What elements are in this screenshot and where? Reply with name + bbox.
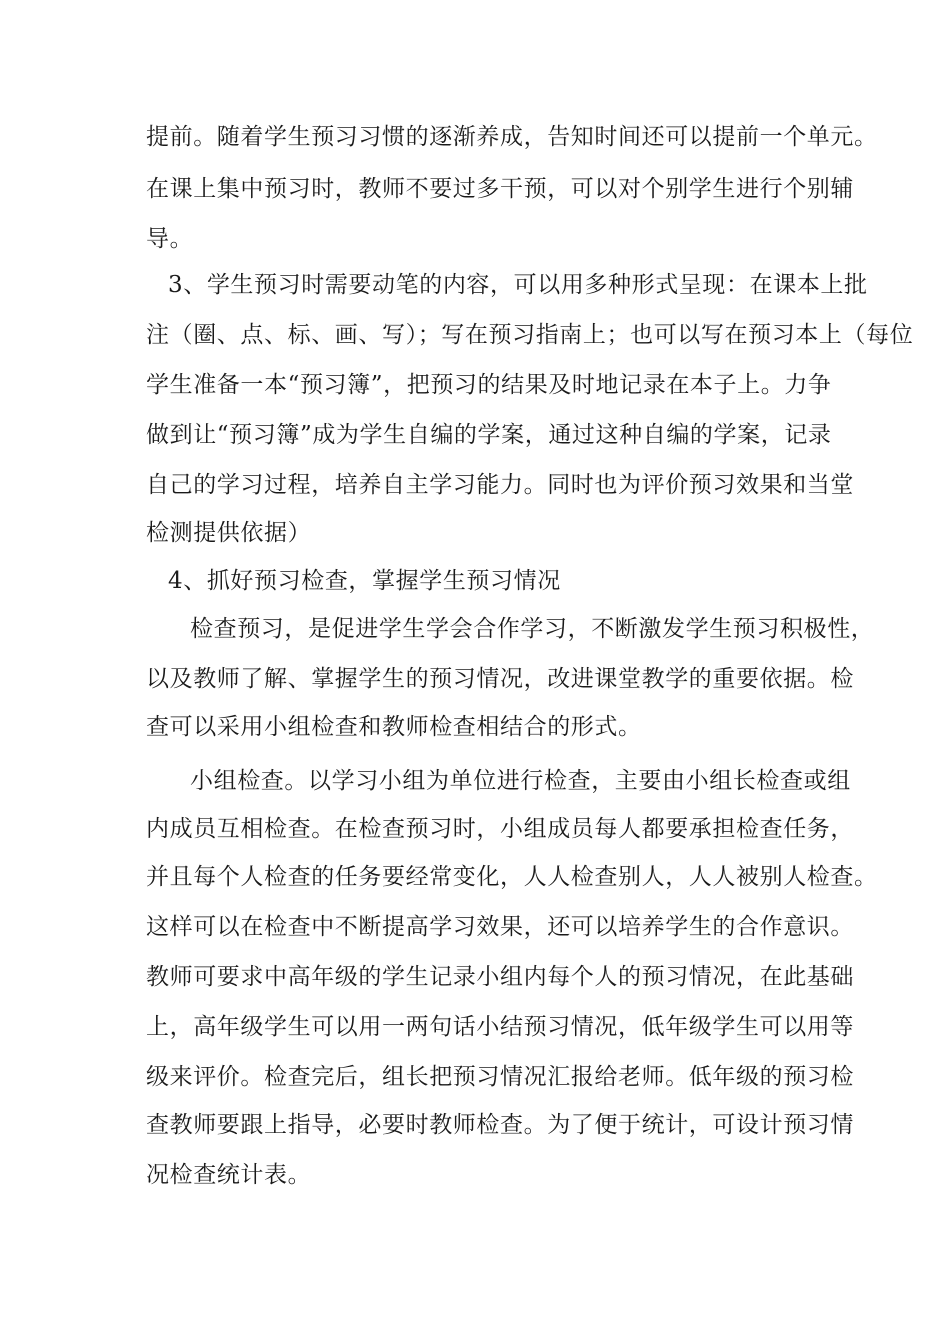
text-line: 查教师要跟上指导，必要时教师检查。为了便于统计，可设计预习情 xyxy=(146,1112,854,1138)
text-line: 并且每个人检查的任务要经常变化，人人检查别人，人人被别人检查。 xyxy=(146,864,878,890)
text-line: 内成员互相检查。在检查预习时，小组成员每人都要承担检查任务， xyxy=(146,816,854,842)
text-line: 注（圈、点、标、画、写）；写在预习指南上；也可以写在预习本上（每位 xyxy=(146,322,914,348)
text-line: 检测提供依据） xyxy=(146,520,312,546)
numbered-item-4: 4、抓好预习检查，掌握学生预习情况 xyxy=(168,568,561,594)
paragraph-start: 小组检查。以学习小组为单位进行检查，主要由小组长检查或组 xyxy=(190,768,851,794)
text-line: 自己的学习过程，培养自主学习能力。同时也为评价预习效果和当堂 xyxy=(146,472,854,498)
text-line: 导。 xyxy=(146,226,194,252)
text-line: 提前。随着学生预习习惯的逐渐养成，告知时间还可以提前一个单元。 xyxy=(146,124,878,150)
text-line: 这样可以在检查中不断提高学习效果，还可以培养学生的合作意识。 xyxy=(146,914,854,940)
text-line: 教师可要求中高年级的学生记录小组内每个人的预习情况，在此基础 xyxy=(146,964,854,990)
text-line: 上，高年级学生可以用一两句话小结预习情况，低年级学生可以用等 xyxy=(146,1014,854,1040)
text-line: 况检查统计表。 xyxy=(146,1162,312,1188)
numbered-item-3: 3、学生预习时需要动笔的内容，可以用多种形式呈现：在课本上批 xyxy=(168,272,868,298)
text-line: 以及教师了解、掌握学生的预习情况，改进课堂教学的重要依据。检 xyxy=(146,666,854,692)
text-line: 做到让“预习簿”成为学生自编的学案，通过这种自编的学案，记录 xyxy=(146,422,832,448)
paragraph-start: 检查预习，是促进学生学会合作学习，不断激发学生预习积极性， xyxy=(190,616,875,642)
text-line: 查可以采用小组检查和教师检查相结合的形式。 xyxy=(146,714,642,740)
text-line: 在课上集中预习时，教师不要过多干预，可以对个别学生进行个别辅 xyxy=(146,176,854,202)
text-line: 学生准备一本“预习簿”，把预习的结果及时地记录在本子上。力争 xyxy=(146,372,832,398)
text-line: 级来评价。检查完后，组长把预习情况汇报给老师。低年级的预习检 xyxy=(146,1064,854,1090)
